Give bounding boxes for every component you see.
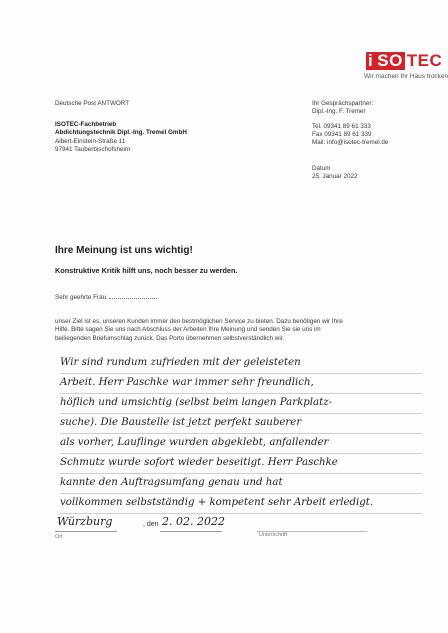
intro-paragraph bbox=[55, 318, 343, 343]
date-value: 25. Januar 2022 bbox=[312, 173, 358, 181]
date-block bbox=[312, 165, 358, 182]
feedback-line: kannte den Auftragsumfang genau und hat bbox=[60, 474, 422, 494]
name-blank bbox=[109, 298, 157, 299]
contact-fax: Fax 09341 89 61 339 bbox=[312, 130, 372, 138]
feedback-line: höflich und umsichtig (selbst beim langen Parkplatz- bbox=[60, 394, 422, 414]
feedback-line: suche). Die Baustelle ist jetzt perfekt sauberer bbox=[60, 414, 422, 434]
subtitle: Konstruktive Kritik hilft uns, noch besser zu werden. bbox=[55, 266, 238, 275]
place-label: Ort bbox=[55, 534, 63, 540]
feedback-line: vollkommen selbstständig + kompetent sehr Arbeit erledigt. bbox=[60, 494, 422, 514]
intro-line: unser Ziel ist es, unseren Kunden immer den bestmöglichen Service zu bieten. Dazu benötigen wir Ihre bbox=[55, 318, 343, 325]
recipient-address bbox=[55, 121, 187, 154]
feedback-line: Arbeit. Herr Paschke war immer sehr freundlich, bbox=[60, 374, 422, 394]
signature-row bbox=[55, 515, 395, 545]
place-line bbox=[55, 531, 117, 532]
salutation-text: Sehr geehrte Frau bbox=[55, 294, 107, 301]
intro-line: Hilfe. Bitte sagen Sie uns nach Abschluss der Arbeiten Ihre Meinung und senden Sie sie uns im bbox=[55, 326, 321, 334]
den-label: , den bbox=[143, 521, 159, 528]
logo-wordmark: i SO TEC bbox=[368, 51, 443, 70]
feedback-line: Wir sind rundum zufrieden mit der geleisteten bbox=[60, 354, 422, 374]
recipient-city: 97941 Tauberbischofsheim bbox=[55, 145, 131, 153]
place-handwritten: Würzburg bbox=[57, 515, 113, 528]
contact-label: Ihr Gesprächspartner: bbox=[312, 100, 374, 107]
date-line bbox=[160, 531, 222, 532]
contact-tel: Tel. 09341 89 61 333 bbox=[312, 122, 371, 130]
date-label: Datum bbox=[312, 165, 331, 172]
sender-line: Deutsche Post ANTWORT bbox=[55, 100, 130, 107]
isotec-logo bbox=[366, 51, 443, 70]
signature-label: Unterschrift bbox=[259, 532, 288, 538]
intro-line: beiliegenden Briefumschlag zurück. Das Porto übernehmen selbstverständlich wir. bbox=[55, 334, 285, 342]
feedback-line: Schmutz wurde sofort wieder beseitigt. Herr Paschke bbox=[60, 454, 422, 474]
handwritten-feedback bbox=[60, 354, 422, 514]
recipient-company: ISOTEC-Fachbetrieb bbox=[55, 121, 117, 128]
contact-mail: Mail: info@isotec-tremel.de bbox=[312, 139, 389, 147]
recipient-company-full: Abdichtungstechnik Dipl.-Ing. Tremel GmbH bbox=[55, 129, 187, 137]
feedback-line: als vorher, Lauflinge wurden abgeklebt, anfallender bbox=[60, 434, 422, 454]
contact-block bbox=[312, 100, 388, 147]
page-title: Ihre Meinung ist uns wichtig! bbox=[55, 245, 193, 256]
date-handwritten: 2. 02. 2022 bbox=[162, 515, 225, 528]
contact-name: Dipl.-Ing. F. Tremel bbox=[312, 108, 365, 116]
recipient-street: Albert-Einstein-Straße 11 bbox=[55, 137, 126, 145]
logo-tagline: Wir machen Ihr Haus trocken bbox=[364, 73, 448, 80]
salutation bbox=[55, 294, 157, 302]
